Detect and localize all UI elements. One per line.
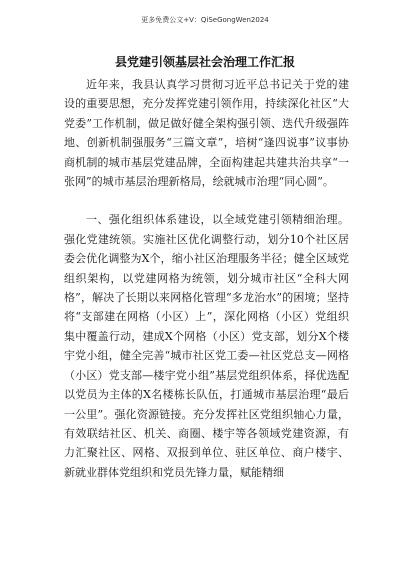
document-body xyxy=(64,75,349,482)
header-note: 更多免费公文+V：QiSeGongWen2024 xyxy=(141,16,269,24)
document-title: 县党建引领基层社会治理工作汇报 xyxy=(114,55,295,69)
body-paragraph: 近年来，我县认真学习贯彻习近平总书记关于党的建设的重要思想，充分发挥党建引领作用，持续深化社区“大党委”工作机制，做足做好健全架构强引领、迭代升级强阵地、创新机制强服务“三篇文章”，培树“逢四说事”议事协商机制的城市基层党建品牌，全面构建起共建共治共享“一张网”的城市基层治理新格局，绘就城市治理“同心圆”。 xyxy=(64,78,349,189)
body-paragraph: 一、强化组织体系建设，以全域党建引领精细治理。强化党建统领。实施社区优化调整行动，划分10个社区居委会优化调整为X个，缩小社区治理服务半径；健全区域党组织架构，以党建网格为统领，划分城市社区“全科大网格”，解决了长期以来网格化管理“多龙治水”的困境；坚持将“支部建在网格（小区）上”，深化网格（小区）党组织集中覆盖行动，建成X个网格（小区）党支部，划分X个楼宇党小组，健全完善“城市社区党工委—社区党总支—网格（小区）党支部—楼宇党小组”基层党组织体系，择优选配以党员为主体的X名楼栋长队伍，打通城市基层治理“最后一公里”。强化资源链接。充分发挥社区党组织轴心力量，有效联结社区、机关、商圈、楼宇等各领域党建资源，有力汇聚社区、网格、双报到单位、驻区单位、商户楼宇、新就业群体党组织和党员先锋力量，赋能精细 xyxy=(64,213,349,479)
